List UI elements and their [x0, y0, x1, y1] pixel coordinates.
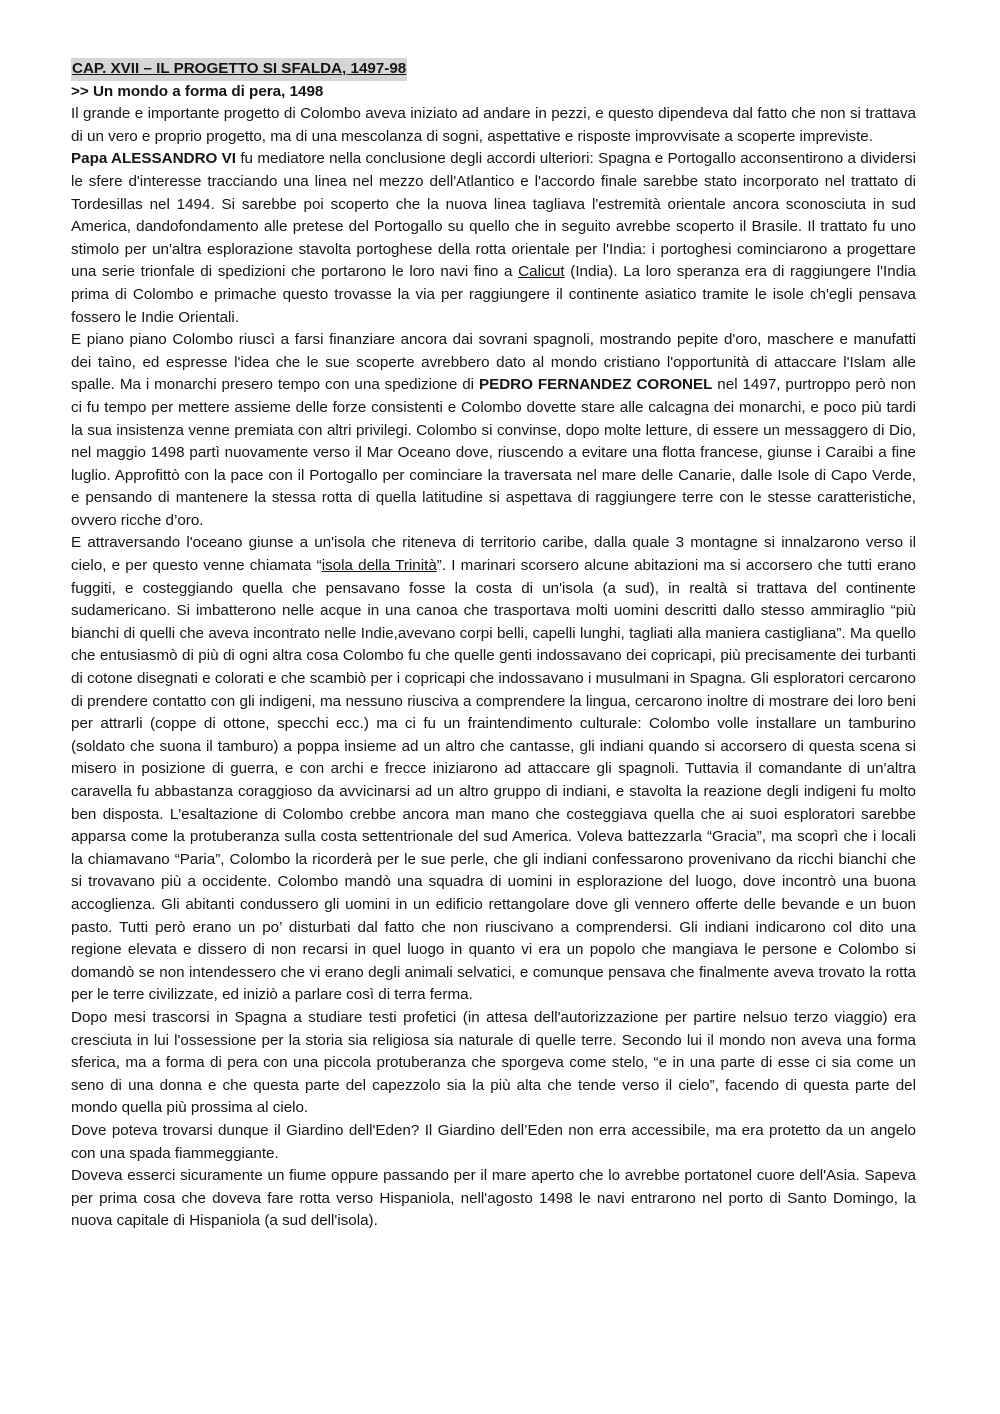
paragraph-2-text-b: (India). La loro speranza era di raggiungere l'India prima di Colombo e primache questo trovasse la via per raggiungere il continente asiatico tramite le isole ch'egli pensava fossero le Indie Orientali.	[71, 263, 916, 326]
paragraph-5: Dopo mesi trascorsi in Spagna a studiare testi profetici (in attesa dell'autorizzazione per partire nelsuo terzo viaggio) era cresciuta in lui l'ossessione per la storia sia religiosa sia naturale di quelle terre. Secondo lui il mondo non aveva una forma sferica, ma a forma di pera con una piccola protuberanza che sporgeva come stelo, “e in una parte di esse ci sia come un seno di una donna e che questa parte del capezzolo sia la più alta che tende verso il cielo”, facendo di questa parte del mondo quella più prossima al cielo.	[71, 1008, 916, 1117]
place-trinita: isola della Trinità	[321, 557, 437, 575]
section-title: >> Un mondo a forma di pera, 1498	[71, 82, 324, 100]
coronel-name: PEDRO FERNANDEZ CORONEL	[478, 376, 713, 394]
chapter-title-line	[71, 58, 916, 81]
paragraph-6: Dove poteva trovarsi dunque il Giardino dell'Eden? Il Giardino dell’Eden non erra accessibile, ma era protetto da un angelo con una spada fiammeggiante.	[71, 1121, 916, 1162]
place-calicut: Calicut	[518, 263, 565, 281]
paragraph-4-text-b: ”. I marinari scorsero alcune abitazioni ma si accorsero che tutti erano fuggiti, e costeggiando quella che pensavano fosse la costa di un'isola (a sud), in realtà si trattava del continente sudamericano. Si imbatterono nelle acque in una canoa che trasportava molti uomini descritti dallo stesso ammiraglio “più bianchi di quelli che aveva incontrato nelle Indie,avevano corpi belli, capelli lunghi, tagliati alla maniera castigliana”. Ma quello che entusiasmò di più di ogni altra cosa Colombo fu che quelle genti indossavano dei copricapi, più precisamente dei turbanti di cotone disegnati e colorati e che scambiò per i copricapi che indossavano i musulmani in Spagna. Gli esploratori cercarono di prendere contatto con gli indigeni, ma nessuno riusciva a comprendere la lingua, cercarono inoltre di mostrare dei loro beni per attrarli (coppe di ottone, specchi ecc.) ma ci fu un fraintendimento culturale: Colombo volle installare un tamburino (soldato che suona il tamburo) a poppa insieme ad un altro che cantasse, gli indiani quando si accorsero di questa scena si misero in posizione di guerra, e con archi e frecce iniziarono ad attaccare gli spagnoli. Tuttavia il comandante di un'altra caravella fu abbastanza coraggioso da avvicinarsi ad un altro gruppo di indiani, e stavolta la reazione degli indigeni fu molto ben disposta. L'esaltazione di Colombo crebbe ancora man mano che costeggiava quella che ai suoi esploratori sarebbe apparsa come la protuberanza sulla costa settentrionale del sud America. Voleva battezzarla “Gracia”, ma scoprì che i locali la chiamavano “Paria”, Colombo la ricorderà per le sue perle, che gli indiani confessarono provenivano da ricchi bianchi che si trovavano più a occidente. Colombo mandò una squadra di uomini in esplorazione del luogo, dove incontrò una buona accoglienza. Gli abitanti condussero gli uomini in un edificio rettangolare dove gli vennero offerte delle bevande e un buon pasto. Tutti però erano un po’ disturbati dal fatto che non riuscivano a comprendersi. Gli indiani indicarono col dito una regione elevata e dissero di non recarsi in quel luogo in quanto vi era un popolo che mangiava le persone e Colombo si domandò se non intendessero che vi erano degli animali selvatici, e comunque pensava che finalmente aveva trovato la rotta per le terre civilizzate, ed iniziò a parlare così di terra ferma.	[71, 557, 917, 1004]
paragraph-7: Doveva esserci sicuramente un fiume oppure passando per il mare aperto che lo avrebbe portatonel cuore dell'Asia. Sapeva per prima cosa che doveva fare rotta verso Hispaniola, nell'agosto 1498 le navi entrarono nel porto di Santo Domingo, la nuova capitale di Hispaniola (a sud dell'isola).	[71, 1167, 916, 1230]
paragraph-3	[71, 329, 916, 532]
paragraph-4-text-a: E attraversando l'oceano giunse a un'isola che riteneva di territorio caribe, dalla quale 3 montagne si innalzarono verso il cielo, e per questo venne chiamata “	[71, 534, 916, 575]
paragraph-2	[71, 148, 916, 329]
paragraph-2-text-a: fu mediatore nella conclusione degli accordi ulteriori: Spagna e Portogallo acconsentirono a dividersi le sfere d'interesse tracciando una linea nel mezzo dell'Atlantico e l'accordo finale sarebbe stato incorporato nel trattato di Tordesillas nel 1494. Si sarebbe poi scoperto che la nuova linea tagliava l'estremità orientale ancora sconosciuta in sud America, dandofondamento alle pretese del Portogallo su quello che in seguito avrebbe scoperto il Brasile. Il trattato fu uno stimolo per un'altra esplorazione stavolta portoghese della rotta orientale per l'India: i portoghesi cominciarono a progettare una serie trionfale di spedizioni che portarono le loro navi fino a	[71, 150, 916, 281]
pope-name: Papa ALESSANDRO VI	[71, 150, 237, 168]
paragraph-1: Il grande e importante progetto di Colombo aveva iniziato ad andare in pezzi, e questo dipendeva dal fatto che non si trattava di un vero e proprio progetto, ma di una mescolanza di sogni, aspettative e risposte improvvisate a scoperte impreviste.	[71, 105, 916, 145]
paragraph-4	[71, 532, 916, 1006]
chapter-title: CAP. XVII – IL PROGETTO SI SFALDA, 1497-98	[71, 58, 407, 81]
paragraph-3-text-a: E piano piano Colombo riuscì a farsi finanziare ancora dai sovrani spagnoli, mostrando pepite d'oro, maschere e manufatti dei taìno, ed espresse l'idea che le sue scoperte avrebbero dato al mondo cristiano l'opportunità di attaccare l'Islam alle spalle. Ma i monarchi presero tempo con una spedizione di	[71, 331, 916, 394]
paragraph-3-text-b: nel 1497, purtroppo però non ci fu tempo per mettere assieme delle forze consistenti e Colombo dovette stare alle calcagna dei monarchi, e poco più tardi la sua insistenza venne premiata con altri privilegi. Colombo si convinse, dopo molte letture, di essere un messaggero di Dio, nel maggio 1498 partì nuovamente verso il Mar Oceano dove, riuscendo a evitare una flotta francese, giunse i Caraibi a fine luglio. Approfittò con la pace con il Portogallo per cominciare la traversata nel mare delle Canarie, dalle Isole di Capo Verde, e pensando di mantenere la stessa rotta di quella latitudine si aspettava di raggiungere terre con le stesse caratteristiche, ovvero ricche d’oro.	[71, 376, 916, 529]
